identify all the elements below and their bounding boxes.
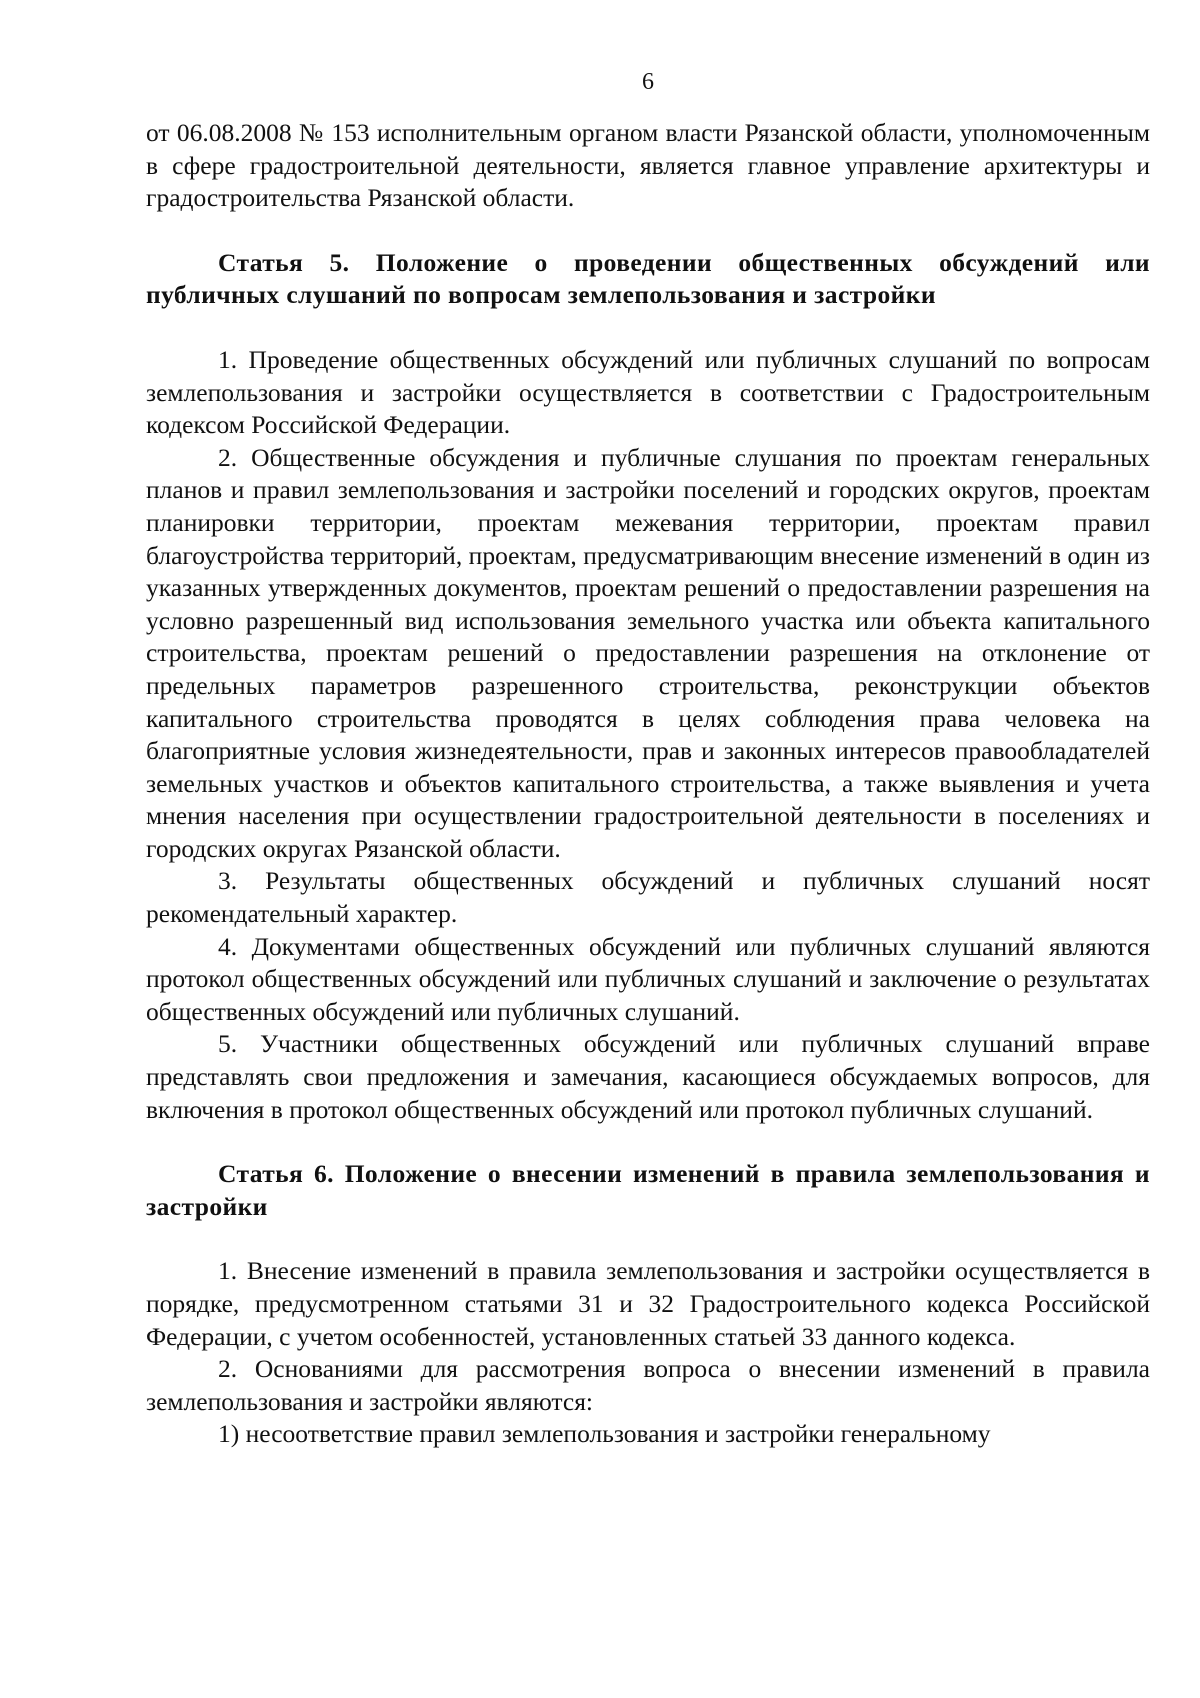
article-5-paragraph-5: 5. Участники общественных обсуждений или публичных слушаний вправе представлять свои предложения и замечания, касающиеся обсуждаемых вопросов, для включения в протокол общественных обсуждений или протокол публичных слушаний. — [146, 1029, 1150, 1124]
article-5-paragraph-1: 1. Проведение общественных обсуждений или публичных слушаний по вопросам землепользования и застройки осуществляется в соответствии с Градостроительным кодексом Российской Федерации. — [146, 344, 1150, 440]
document-body — [146, 117, 1150, 1451]
page-number: 6 — [642, 69, 654, 95]
intro-paragraph: от 06.08.2008 № 153 исполнительным органом власти Рязанской области, уполномоченным в сфере градостроительной деятельности, является главное управление архитектуры и градостроительства Рязанской области. — [146, 118, 1150, 213]
article-6 — [146, 1158, 1150, 1451]
article-6-paragraph-2: 2. Основаниями для рассмотрения вопроса о внесении изменений в правила землепользования и застройки являются: — [146, 1354, 1150, 1416]
article-5-title: Статья 5. Положение о проведении общественных обсуждений или публичных слушаний по вопросам землепользования и застройки — [146, 247, 1150, 310]
article-5 — [146, 247, 1150, 1126]
article-5-paragraph-4: 4. Документами общественных обсуждений или публичных слушаний являются протокол общественных обсуждений или публичных слушаний и заключение о результатах общественных обсуждений или публичных слушаний. — [146, 931, 1150, 1026]
article-6-paragraph-1: 1. Внесение изменений в правила землепользования и застройки осуществляется в порядке, предусмотренном статьями 31 и 32 Градостроительного кодекса Российской Федерации, с учетом особенностей, установленных статьей 33 данного кодекса. — [146, 1256, 1150, 1351]
article-6-list-item-1: 1) несоответствие правил землепользования и застройки генеральному — [218, 1419, 991, 1449]
article-5-paragraph-3: 3. Результаты общественных обсуждений и публичных слушаний носят рекомендательный характер. — [146, 866, 1150, 929]
article-5-paragraph-2: 2. Общественные обсуждения и публичные слушания по проектам генеральных планов и правил землепользования и застройки поселений и городских округов, проектам планировки территории, проектам межевания территории, проектам правил благоустройства территорий, проектам, предусматривающим внесение изменений в один из указанных утвержденных документов, проектам решений о предоставлении разрешения на условно разрешенный вид использования земельного участка или объекта капитального строительства, проектам решений о предоставлении разрешения на отклонение от предельных параметров разрешенного строительства, реконструкции объектов капитального строительства проводятся в целях соблюдения права человека на благоприятные условия жизнедеятельности, прав и законных интересов правообладателей земельных участков и объектов капитального строительства, а также выявления и учета мнения населения при осуществлении градостроительной деятельности в поселениях и городских округах Рязанской области. — [146, 442, 1150, 863]
article-6-title: Статья 6. Положение о внесении изменений в правила землепользования и застройки — [146, 1159, 1150, 1221]
